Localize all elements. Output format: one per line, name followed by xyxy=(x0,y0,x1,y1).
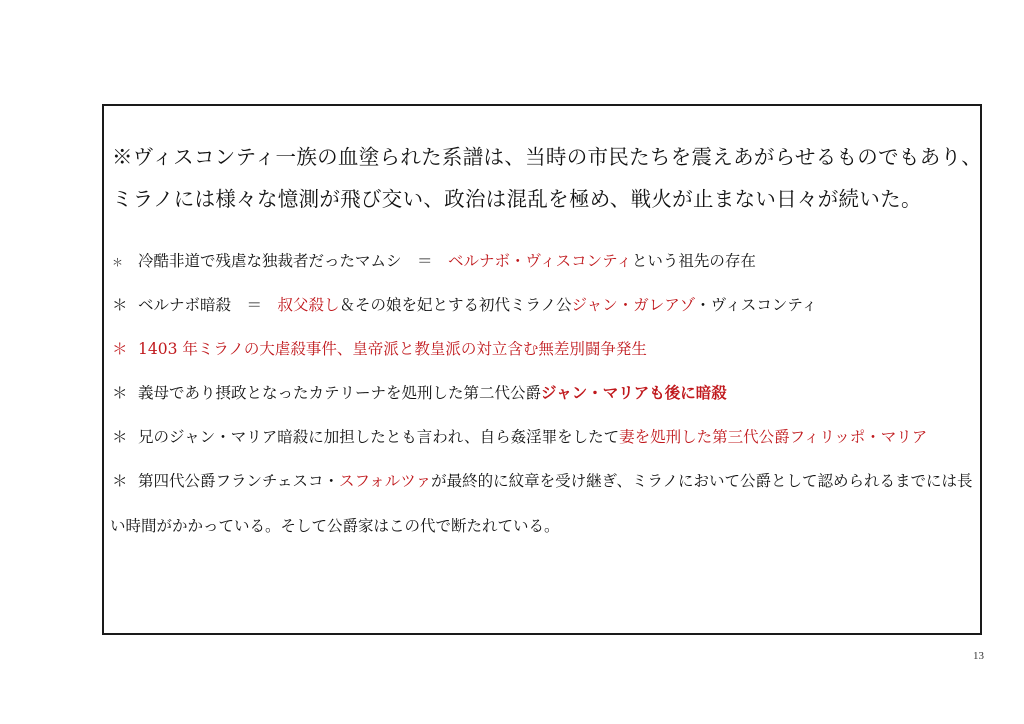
asterisk-bullet: ＊ xyxy=(112,472,128,490)
list-item-6: ＊ 第四代公爵フランチェスコ・スフォルツァが最終的に紋章を受け継ぎ、ミラノにおいて公爵として認められるまでには長 xyxy=(112,469,973,491)
lead-line-2: ミラノには様々な憶測が飛び交い、政治は混乱を極め、戦火が止まない日々が続いた。 xyxy=(112,187,922,211)
list-item-5: ＊ 兄のジャン・マリア暗殺に加担したとも言われ、自ら姦淫罪をしたて妻を処刑した第三代公爵フィリッポ・マリア xyxy=(112,425,927,447)
asterisk-bullet: ＊ xyxy=(112,384,128,402)
asterisk-bullet: ＊ xyxy=(112,428,128,446)
list-item-6-continuation: い時間がかかっている。そして公爵家はこの代で断たれている。 xyxy=(110,517,560,535)
list-item-2: ＊ ベルナボ暗殺 ＝ 叔父殺し＆その娘を妃とする初代ミラノ公ジャン・ガレアゾ・ヴィスコンティ xyxy=(112,293,817,315)
content-box xyxy=(102,104,982,635)
asterisk-bullet: ＊ xyxy=(112,340,128,358)
list-item-4: ＊ 義母であり摂政となったカテリーナを処刑した第二代公爵ジャン・マリアも後に暗殺 xyxy=(112,383,727,402)
list-item-3: ＊ 1403 年ミラノの大虐殺事件、皇帝派と教皇派の対立含む無差別闘争発生 xyxy=(112,337,647,359)
list-item-1: ＊ 冷酷非道で残虐な独裁者だったマムシ ＝ ベルナボ・ヴィスコンティという祖先の存在 xyxy=(112,252,756,270)
asterisk-bullet: ＊ xyxy=(112,256,123,269)
page-number: 13 xyxy=(973,650,984,662)
lead-line-1: ※ヴィスコンティ一族の血塗られた系譜は、当時の市民たちを震えあがらせるものでもあり、 xyxy=(112,145,983,169)
asterisk-bullet: ＊ xyxy=(112,296,128,314)
